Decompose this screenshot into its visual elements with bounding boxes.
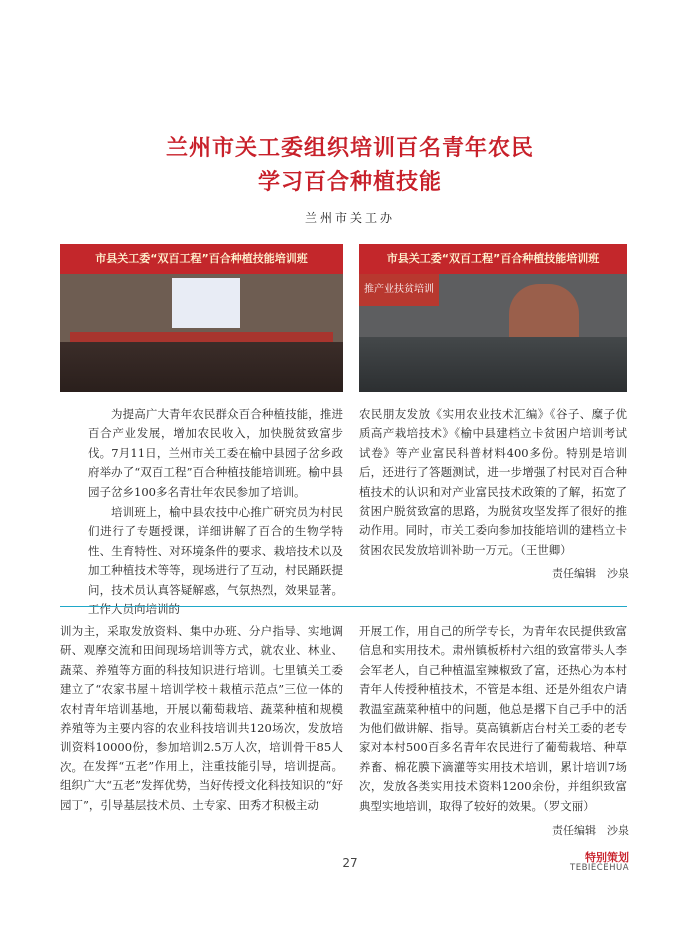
- body-paragraph-2: 培训班上，榆中县农技中心推广研究员为村民们进行了专题授课，详细讲解了百合的生物学特性、生育特性、对环境条件的要求、栽培技术以及加工种植技术等等，现场进行了互动，村民踊跃提问，技术员认真答疑解惑，气氛热烈，效果显著。工作人员向培训的: [88, 505, 343, 617]
- article-title-line2: 学习百合种植技能: [257, 169, 442, 195]
- article-author: 兰州市关工办: [304, 211, 395, 225]
- page-number: 27: [342, 856, 358, 870]
- editor-credit: 责任编辑 沙泉: [552, 824, 629, 837]
- exam-photo: [359, 244, 627, 392]
- body-paragraph-4: 训为主，采取发放资料、集中办班、分户指导、实地调研、观摩交流和田间现场培训等方式，就农业、林业、蔬菜、养殖等方面的科技知识进行培训。七里镇关工委建立了“农家书屋＋培训学校＋栽植示范点”三位一体的农村青年培训基地，开展以葡萄栽培、蔬菜种植和规模养殖等为主要内容的农业科技培训共120场次，发放培训资料10000份，参加培训2.5万人次，培训骨干85人次。: [60, 624, 343, 774]
- editor-credit: 责任编辑 沙泉: [552, 567, 629, 580]
- projector-screen: [172, 278, 240, 328]
- photo-banner: 市县关工委“双百工程”百合种植技能培训班: [359, 244, 627, 274]
- audience: [60, 342, 343, 392]
- article-title-line1: 兰州市关工委组织培训百名青年农民: [165, 135, 534, 161]
- section-brand: 特别策划: [585, 851, 629, 864]
- audience: [359, 337, 627, 392]
- photo-sign: 推产业扶贫培训: [359, 274, 439, 306]
- photo-banner: 市县关工委“双百工程”百合种植技能培训班: [60, 244, 343, 274]
- section-divider: [60, 606, 627, 607]
- section-brand-pinyin: TEBIECEHUA: [570, 863, 630, 873]
- body-paragraph-3: 农民朋友发放《实用农业技术汇编》《谷子、糜子优质高产栽培技术》《榆中县建档立卡贫困户培训考试试卷》等产业富民科普材料400多份。特别是培训后，还进行了答题测试，进一步增强了村民对百合种植技术的认识和对产业富民技术政策的了解，拓宽了贫困户脱贫致富的思路，为脱贫攻坚发挥了很好的推动作用。同时，市关工委向参加技能培训的建档立卡贫困农民发放培训补助一万元。（王世卿）: [359, 407, 627, 557]
- training-meeting-photo: [60, 244, 343, 392]
- body-paragraph-6: 开展工作，用自己的所学专长，为青年农民提供致富信息和实用技术。肃州镇板桥村六组的致富带头人李会军老人，自己种植温室辣椒致了富，还热心为本村青年人传授种植技术，不管是本组、还是外组农户请教温室蔬菜种植中的问题，他总是撂下自己手中的活为他们做讲解、指导。莫高镇新店台村关工委的老专家对本村500百多名青年农民进行了葡萄栽培、种草养畜、棉花膜下滴灌等实用技术培训，累计培训7场次，发放各类实用技术资料1200余份，并组织致富典型实地培训，取得了较好的效果。（罗文丽）: [359, 624, 627, 813]
- body-paragraph-1: 为提高广大青年农民群众百合种植技能，推进百合产业发展，增加农民收入，加快脱贫致富步伐。7月11日，兰州市关工委在榆中县园子岔乡政府举办了“双百工程”百合种植技能培训班。榆中县园子岔乡100多名青壮年农民参加了培训。: [88, 407, 343, 499]
- body-paragraph-5: 在发挥“五老”作用上，注重技能引导，培训提高。组织广大“五老”发挥优势，当好传授文化科技知识的“好园丁”，引导基层技术员、土专家、田秀才积极主动: [60, 759, 343, 812]
